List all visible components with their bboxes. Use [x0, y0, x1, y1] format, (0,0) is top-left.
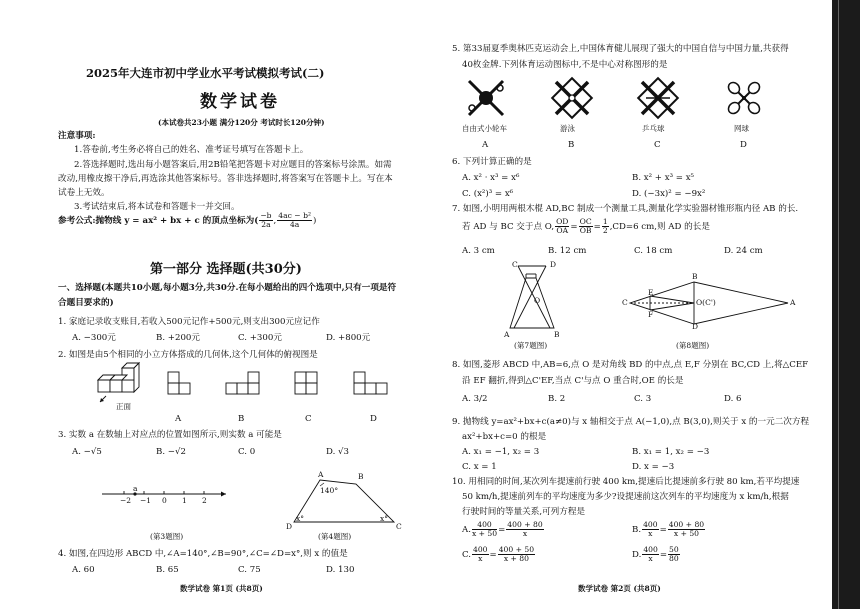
q2-option-c: C: [305, 414, 312, 424]
binding-strip: [832, 0, 860, 609]
q2-view-d: [354, 372, 390, 396]
q9-option-b: B. x₁ = 1, x₂ = −3: [632, 447, 710, 457]
fig4-label-a: A: [318, 470, 324, 479]
q8-option-a: A. 3/2: [462, 394, 488, 404]
tick-2: 2: [202, 496, 207, 505]
page-1-footer: 数学试卷 第1页 (共8页): [180, 584, 263, 593]
reference-formula: 参考公式:抛物线 y = ax² + bx + c 的顶点坐标为( $\frac{-b}{2a}$ , $\frac{\text{4ac − b²}}{4a}$ ): [58, 211, 317, 229]
tick-0: 0: [162, 496, 167, 505]
fig8-label-d: D: [692, 322, 699, 331]
bmx-icon: [466, 78, 506, 118]
question-5: 5. 第33届夏季奥林匹克运动会上,中国体育健儿展现了强大的中国自信与中国力量,共获得: [452, 44, 789, 54]
q9-option-a: A. x₁ = −1, x₂ = 3: [462, 447, 540, 457]
fig3-caption: (第3题图): [150, 532, 184, 541]
question-9: 9. 抛物线 y=ax²+bx+c(a≠0)与 x 轴相交于点 A(−1,0),点 B(3,0),则关于 x 的一元二次方程: [452, 417, 810, 427]
question-6: 6. 下列计算正确的是: [452, 157, 532, 167]
q10-option-a: A. $\frac{400}{x + 50}$ = $\frac{400 + 80}{x}$: [462, 520, 543, 538]
page-2: [452, 0, 810, 609]
fig4-label-c: C: [396, 522, 402, 531]
notice-2-cont: 改动,用橡皮擦干净后,再选涂其他答案标号。答非选择题时,将答案写在答题卡上。写在本: [58, 174, 393, 184]
fig7-label-o: O: [534, 296, 541, 305]
question-10-cont: 50 km/h,提速前列车的平均速度为多少?设提速前这次列车的平均速度为 x km/h,根据: [462, 492, 789, 502]
fig4-angle-c: x°: [380, 514, 388, 523]
q5-icon-a-name: 自由式小轮车: [462, 124, 507, 133]
q1-option-c: C. +300元: [238, 333, 282, 343]
page-2-footer: 数学试卷 第2页 (共8页): [578, 584, 661, 593]
exam-info: (本试卷共23小题 满分120分 考试时长120分钟): [158, 118, 325, 127]
q6-option-c: C. (x²)³ = x⁶: [462, 189, 514, 199]
tick-minus-1: −1: [140, 496, 152, 505]
q10-option-d: D. $\frac{400}{x}$ = $\frac{50}{80}$: [632, 545, 679, 563]
question-4: 4. 如图,在四边形 ABCD 中,∠A=140°,∠B=90°,∠C=∠D=x°,则 x 的值是: [58, 549, 348, 559]
fig8-label-f: F: [648, 310, 654, 319]
question-5-cont: 40枚金牌.下列体育运动图标中,不是中心对称图形的是: [462, 60, 668, 70]
fig4-caption: (第4题图): [318, 532, 352, 541]
notice-2-end: 试卷上无效。: [58, 188, 110, 198]
q6-option-b: B. x² + x³ = x⁵: [632, 173, 694, 183]
question-7: 7. 如图,小明用两根木棍 AD,BC 制成一个测量工具,测量化学实验器材锥形瓶内径 AB 的长.: [452, 204, 799, 214]
question-1: 1. 家庭记录收支账目,若收入500元记作+500元,则支出300元应记作: [58, 317, 320, 327]
q1-option-b: B. +200元: [156, 333, 200, 343]
question-10: 10. 用相同的时间,某次列车提速前行驶 400 km,提速后比提速前多行驶 80 km,若平均提速: [452, 477, 800, 487]
q2-front-label: 正面: [116, 402, 131, 411]
q4-option-a: A. 60: [72, 565, 95, 575]
q2-view-b: [226, 372, 262, 396]
fig4-angle-d: x°: [296, 514, 304, 523]
q5-icon-b-name: 游泳: [560, 124, 575, 133]
fig7-label-b: B: [554, 330, 560, 339]
fig8-label-b: B: [692, 272, 698, 281]
q1-option-a: A. −300元: [72, 333, 116, 343]
question-7-cont: 若 AD 与 BC 交于点 O, $\frac{OD}{OA}$ = $\frac{OC}{OB}$ = $\frac{1}{2}$ ,CD=6 cm,则 AD 的长是: [462, 217, 710, 235]
question-3: 3. 实数 a 在数轴上对应点的位置如图所示,则实数 a 可能是: [58, 430, 282, 440]
q2-option-d: D: [370, 414, 377, 424]
question-8-cont: 沿 EF 翻折,得到△C'EF,当点 C'与点 O 重合时,OE 的长是: [462, 376, 684, 386]
part-one-title: 第一部分 选择题(共30分): [150, 262, 302, 277]
q8-option-d: D. 6: [724, 394, 742, 404]
notice-heading: 注意事项:: [58, 131, 96, 141]
tick-minus-2: −2: [120, 496, 132, 505]
tennis-icon: [724, 78, 764, 118]
question-10-end: 行驶时间的等量关系,可列方程是: [462, 507, 586, 517]
q5-icon-d-name: 网球: [734, 124, 749, 133]
q2-solid-figure: [96, 366, 146, 406]
fig7-caption: (第7题图): [514, 341, 548, 350]
q3-option-d: D. √3: [326, 447, 349, 457]
fig4-label-b: B: [358, 472, 364, 481]
q10-option-b: B. $\frac{400}{x}$ = $\frac{400 + 80}{x + 50}$: [632, 520, 705, 538]
q2-view-c: [295, 372, 321, 396]
fig4-angle-a: 140°: [320, 486, 339, 495]
q3-option-b: B. −√2: [156, 447, 186, 457]
q1-option-d: D. +800元: [326, 333, 371, 343]
exam-title: 2025年大连市初中学业水平考试模拟考试(二): [86, 66, 325, 80]
q4-option-c: C. 75: [238, 565, 261, 575]
question-9-cont: ax²+bx+c=0 的根是: [462, 432, 547, 442]
fig8-rhombus: [630, 278, 790, 338]
q4-option-d: D. 130: [326, 565, 355, 575]
q6-option-d: D. (−3x)² = −9x²: [632, 189, 706, 199]
notice-1: 1.答卷前,考生务必将自己的姓名、准考证号填写在答题卡上。: [74, 145, 309, 155]
q5-option-d: D: [740, 140, 747, 150]
q2-view-a: [168, 372, 192, 396]
question-2: 2. 如图是由5个相同的小立方体搭成的几何体,这个几何体的俯视图是: [58, 350, 318, 360]
q7-option-d: D. 24 cm: [724, 246, 763, 256]
q6-option-a: A. x² · x³ = x⁶: [462, 173, 520, 183]
q10-option-c: C. $\frac{400}{x}$ = $\frac{400 + 50}{x + 80}$: [462, 545, 535, 563]
fig7-label-c: C: [512, 260, 518, 269]
subject-title: 数学试卷: [200, 92, 280, 112]
fig7-label-a: A: [504, 330, 510, 339]
section-intro-cont: 合题目要求的): [58, 298, 114, 308]
swimming-icon: [552, 78, 592, 118]
q7-option-a: A. 3 cm: [462, 246, 495, 256]
fig8-label-e: E: [648, 288, 654, 297]
q8-option-c: C. 3: [634, 394, 652, 404]
fig8-caption: (第8题图): [676, 341, 710, 350]
q5-icon-c-name: 乒乓球: [642, 124, 665, 133]
q9-option-c: C. x = 1: [462, 462, 497, 472]
fig8-label-c: C: [622, 298, 628, 307]
q2-option-a: A: [175, 414, 182, 424]
q4-option-b: B. 65: [156, 565, 179, 575]
table-tennis-icon: [638, 78, 678, 118]
q5-option-c: C: [654, 140, 661, 150]
notice-3: 3.考试结束后,将本试卷和答题卡一并交回。: [74, 202, 240, 212]
q5-option-a: A: [482, 140, 489, 150]
fig7-label-d: D: [550, 260, 557, 269]
q3-option-a: A. −√5: [72, 447, 102, 457]
q5-option-b: B: [568, 140, 575, 150]
q7-option-b: B. 12 cm: [548, 246, 587, 256]
fig8-label-a: A: [790, 298, 796, 307]
question-8: 8. 如图,菱形 ABCD 中,AB=6,点 O 是对角线 BD 的中点,点 E,F 分别在 BC,CD 上,将△CEF: [452, 360, 809, 370]
numberline-point-label: a: [133, 484, 138, 493]
q9-option-d: D. x = −3: [632, 462, 675, 472]
fig4-label-d: D: [286, 522, 293, 531]
q7-option-c: C. 18 cm: [634, 246, 673, 256]
fig8-label-o: O(C'): [696, 298, 716, 307]
q3-option-c: C. 0: [238, 447, 256, 457]
tick-1: 1: [182, 496, 187, 505]
q8-option-b: B. 2: [548, 394, 566, 404]
section-intro: 一、选择题(本题共10小题,每小题3分,共30分.在每小题给出的四个选项中,只有一项是符: [58, 283, 397, 293]
q2-option-b: B: [238, 414, 245, 424]
page-1: [58, 0, 418, 609]
notice-2: 2.答选择题时,选出每小题答案后,用2B铅笔把答题卡对应题目的答案标号涂黑。如需: [74, 160, 392, 170]
